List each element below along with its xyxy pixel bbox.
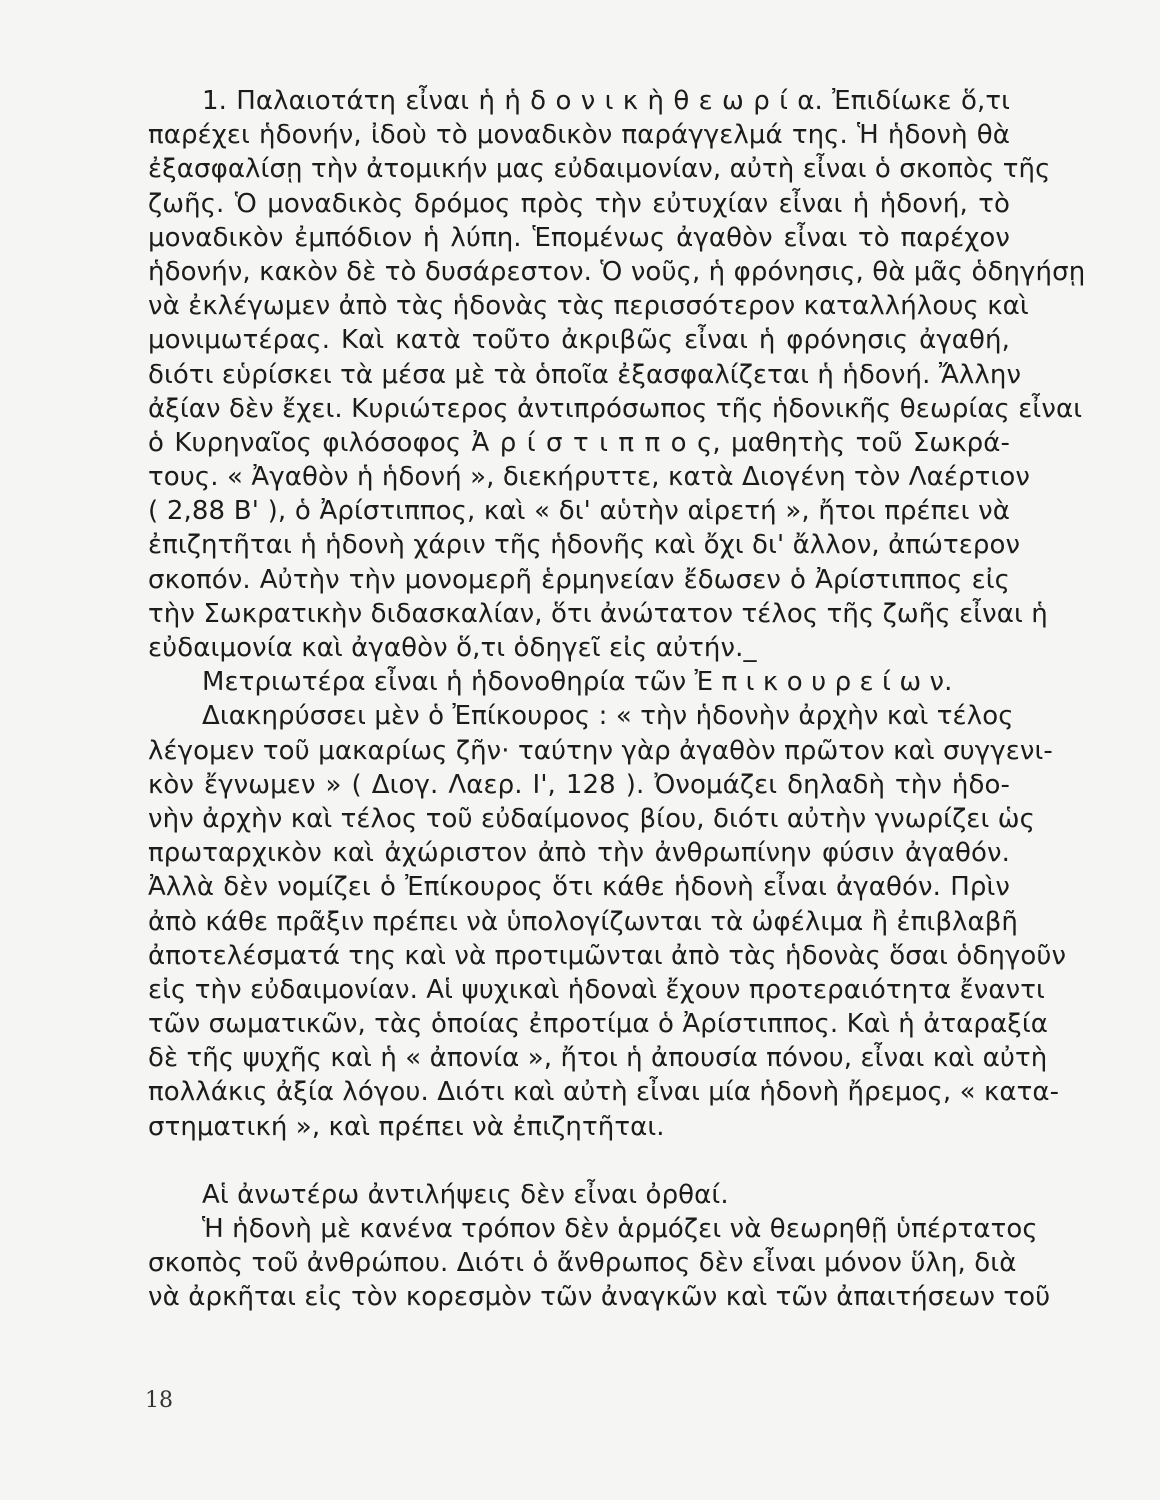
text-line: ἀποτελέσματά της καὶ νὰ προτιμῶνται ἀπὸ τὰς ἡδονὰς ὅσαι ὁδηγοῦν <box>148 940 1067 971</box>
text-line: τὴν Σωκρατικὴν διδασκαλίαν, ὅτι ἀνώτατον τέλος τῆς ζωῆς εἶναι ἡ <box>148 598 1048 629</box>
text-line: τῶν σωματικῶν, τὰς ὁποίας ἐπροτίμα ὁ Ἀρίστιππος. Καὶ ἡ ἀταραξία <box>148 1009 1048 1040</box>
text-line: εἰς τὴν εὐδαιμονίαν. Αἱ ψυχικαὶ ἡδοναὶ ἔχουν προτεραιότητα ἔναντι <box>148 974 1045 1005</box>
paragraph-gap <box>148 1144 1010 1178</box>
text-line: κὸν ἔγνωμεν » ( Διογ. Λαερ. Ι', 128 ). Ὀνομάζει δηλαδὴ τὴν ἡδο- <box>148 769 1010 800</box>
text-line: εὐδαιμονία καὶ ἀγαθὸν ὅ,τι ὁδηγεῖ εἰς αὐτήν._ <box>148 633 757 663</box>
text-line: ἀξίαν δὲν ἔχει. Κυριώτερος ἀντιπρόσωπος τῆς ἡδονικῆς θεωρίας εἶναι <box>148 393 1083 424</box>
text-line: δὲ τῆς ψυχῆς καὶ ἡ « ἀπονία », ἤτοι ἡ ἀπουσία πόνου, εἶναι καὶ αὐτὴ <box>148 1043 1048 1074</box>
text-line: τους. « Ἀγαθὸν ἡ ἡδονή », διεκήρυττε, κατὰ Διογένη τὸν Λαέρτιον <box>148 462 1030 493</box>
text-line: παρέχει ἡδονήν, ἰδοὺ τὸ μοναδικὸν παράγγελμά της. Ἡ ἡδονὴ θὰ <box>148 120 1010 151</box>
text-line: Αἱ ἀνωτέρω ἀντιλήψεις δὲν εἶναι ὀρθαί. <box>202 1179 729 1210</box>
text-line: ὁ Κυρηναῖος φιλόσοφος Ἀ ρ ί σ τ ι π π ο ς, μαθητὴς τοῦ Σωκρά- <box>148 427 1010 458</box>
text-line: ἀπὸ κάθε πρᾶξιν πρέπει νὰ ὑπολογίζωνται τὰ ὠφέλιμα ἢ ἐπιβλαβῆ <box>148 906 1019 937</box>
text-line: ἐπιζητῆται ἡ ἡδονὴ χάριν τῆς ἡδονῆς καὶ ὄχι δι' ἄλλον, ἀπώτερον <box>148 530 1021 561</box>
text-line: πολλάκις ἀξία λόγου. Διότι καὶ αὐτὴ εἶναι μία ἡδονὴ ἤρεμος, « κατα- <box>148 1077 1060 1108</box>
text-line: νὰ ἐκλέγωμεν ἀπὸ τὰς ἡδονὰς τὰς περισσότερον καταλλήλους καὶ <box>148 291 1029 322</box>
text-line: ( 2,88 Β' ), ὁ Ἀρίστιππος, καὶ « δι' αὑτὴν αἱρετή », ἤτοι πρέπει νὰ <box>148 496 1010 527</box>
text-line: νὴν ἀρχὴν καὶ τέλος τοῦ εὐδαίμονος βίου, διότι αὐτὴν γνωρίζει ὡς <box>148 803 1035 834</box>
text-line: 1. Παλαιοτάτη εἶναι ἡ ἡ δ ο ν ι κ ὴ θ ε ω ρ ί α. Ἐπιδίωκε ὅ,τι <box>202 86 1010 116</box>
text-line: λέγομεν τοῦ μακαρίως ζῆν· ταύτην γὰρ ἀγαθὸν πρῶτον καὶ συγγενι- <box>148 735 1053 766</box>
text-line: διότι εὑρίσκει τὰ μέσα μὲ τὰ ὁποῖα ἐξασφαλίζεται ἡ ἡδονή. Ἄλλην <box>148 359 1022 390</box>
body-text <box>148 84 1086 1315</box>
text-line: πρωταρχικὸν καὶ ἀχώριστον ἀπὸ τὴν ἀνθρωπίνην φύσιν ἀγαθόν. <box>148 838 1010 869</box>
text-line: ἐξασφαλίσῃ τὴν ἀτομικήν μας εὐδαιμονίαν, αὐτὴ εἶναι ὁ σκοπὸς τῆς <box>148 154 1051 185</box>
text-line: σκοπόν. Αὐτὴν τὴν μονομερῆ ἑρμηνείαν ἔδωσεν ὁ Ἀρίστιππος εἰς <box>148 564 1010 595</box>
text-line: μονιμωτέρας. Καὶ κατὰ τοῦτο ἀκριβῶς εἶναι ἡ φρόνησις ἀγαθή, <box>148 325 1010 356</box>
text-line: Μετριωτέρα εἶναι ἡ ἡδονοθηρία τῶν Ἐ π ι κ ο υ ρ ε ί ω ν. <box>202 667 953 698</box>
text-line: μοναδικὸν ἐμπόδιον ἡ λύπη. Ἑπομένως ἀγαθὸν εἶναι τὸ παρέχον <box>148 222 1010 253</box>
text-line: στηματική », καὶ πρέπει νὰ ἐπιζητῆται. <box>148 1111 665 1142</box>
text-line: σκοπὸς τοῦ ἀνθρώπου. Διότι ὁ ἄνθρωπος δὲν εἶναι μόνον ὕλη, διὰ <box>148 1248 1017 1279</box>
text-line: Ἡ ἡδονὴ μὲ κανένα τρόπον δὲν ἁρμόζει νὰ θεωρηθῇ ὑπέρτατος <box>202 1214 1038 1244</box>
text-line: Ἀλλὰ δὲν νομίζει ὁ Ἐπίκουρος ὅτι κάθε ἡδονὴ εἶναι ἀγαθόν. Πρὶν <box>148 872 1010 903</box>
text-line: ζωῆς. Ὁ μοναδικὸς δρόμος πρὸς τὴν εὐτυχίαν εἶναι ἡ ἡδονή, τὸ <box>148 188 1010 219</box>
text-line: ἡδονήν, κακὸν δὲ τὸ δυσάρεστον. Ὁ νοῦς, ἡ φρόνησις, θὰ μᾶς ὁδηγήσῃ <box>148 256 1086 287</box>
page-number: 18 <box>145 1388 173 1413</box>
text-line: νὰ ἀρκῆται εἰς τὸν κορεσμὸν τῶν ἀναγκῶν καὶ τῶν ἀπαιτήσεων τοῦ <box>148 1282 1051 1313</box>
text-line: Διακηρύσσει μὲν ὁ Ἐπίκουρος : « τὴν ἡδονὴν ἀρχὴν καὶ τέλος <box>202 701 1014 732</box>
